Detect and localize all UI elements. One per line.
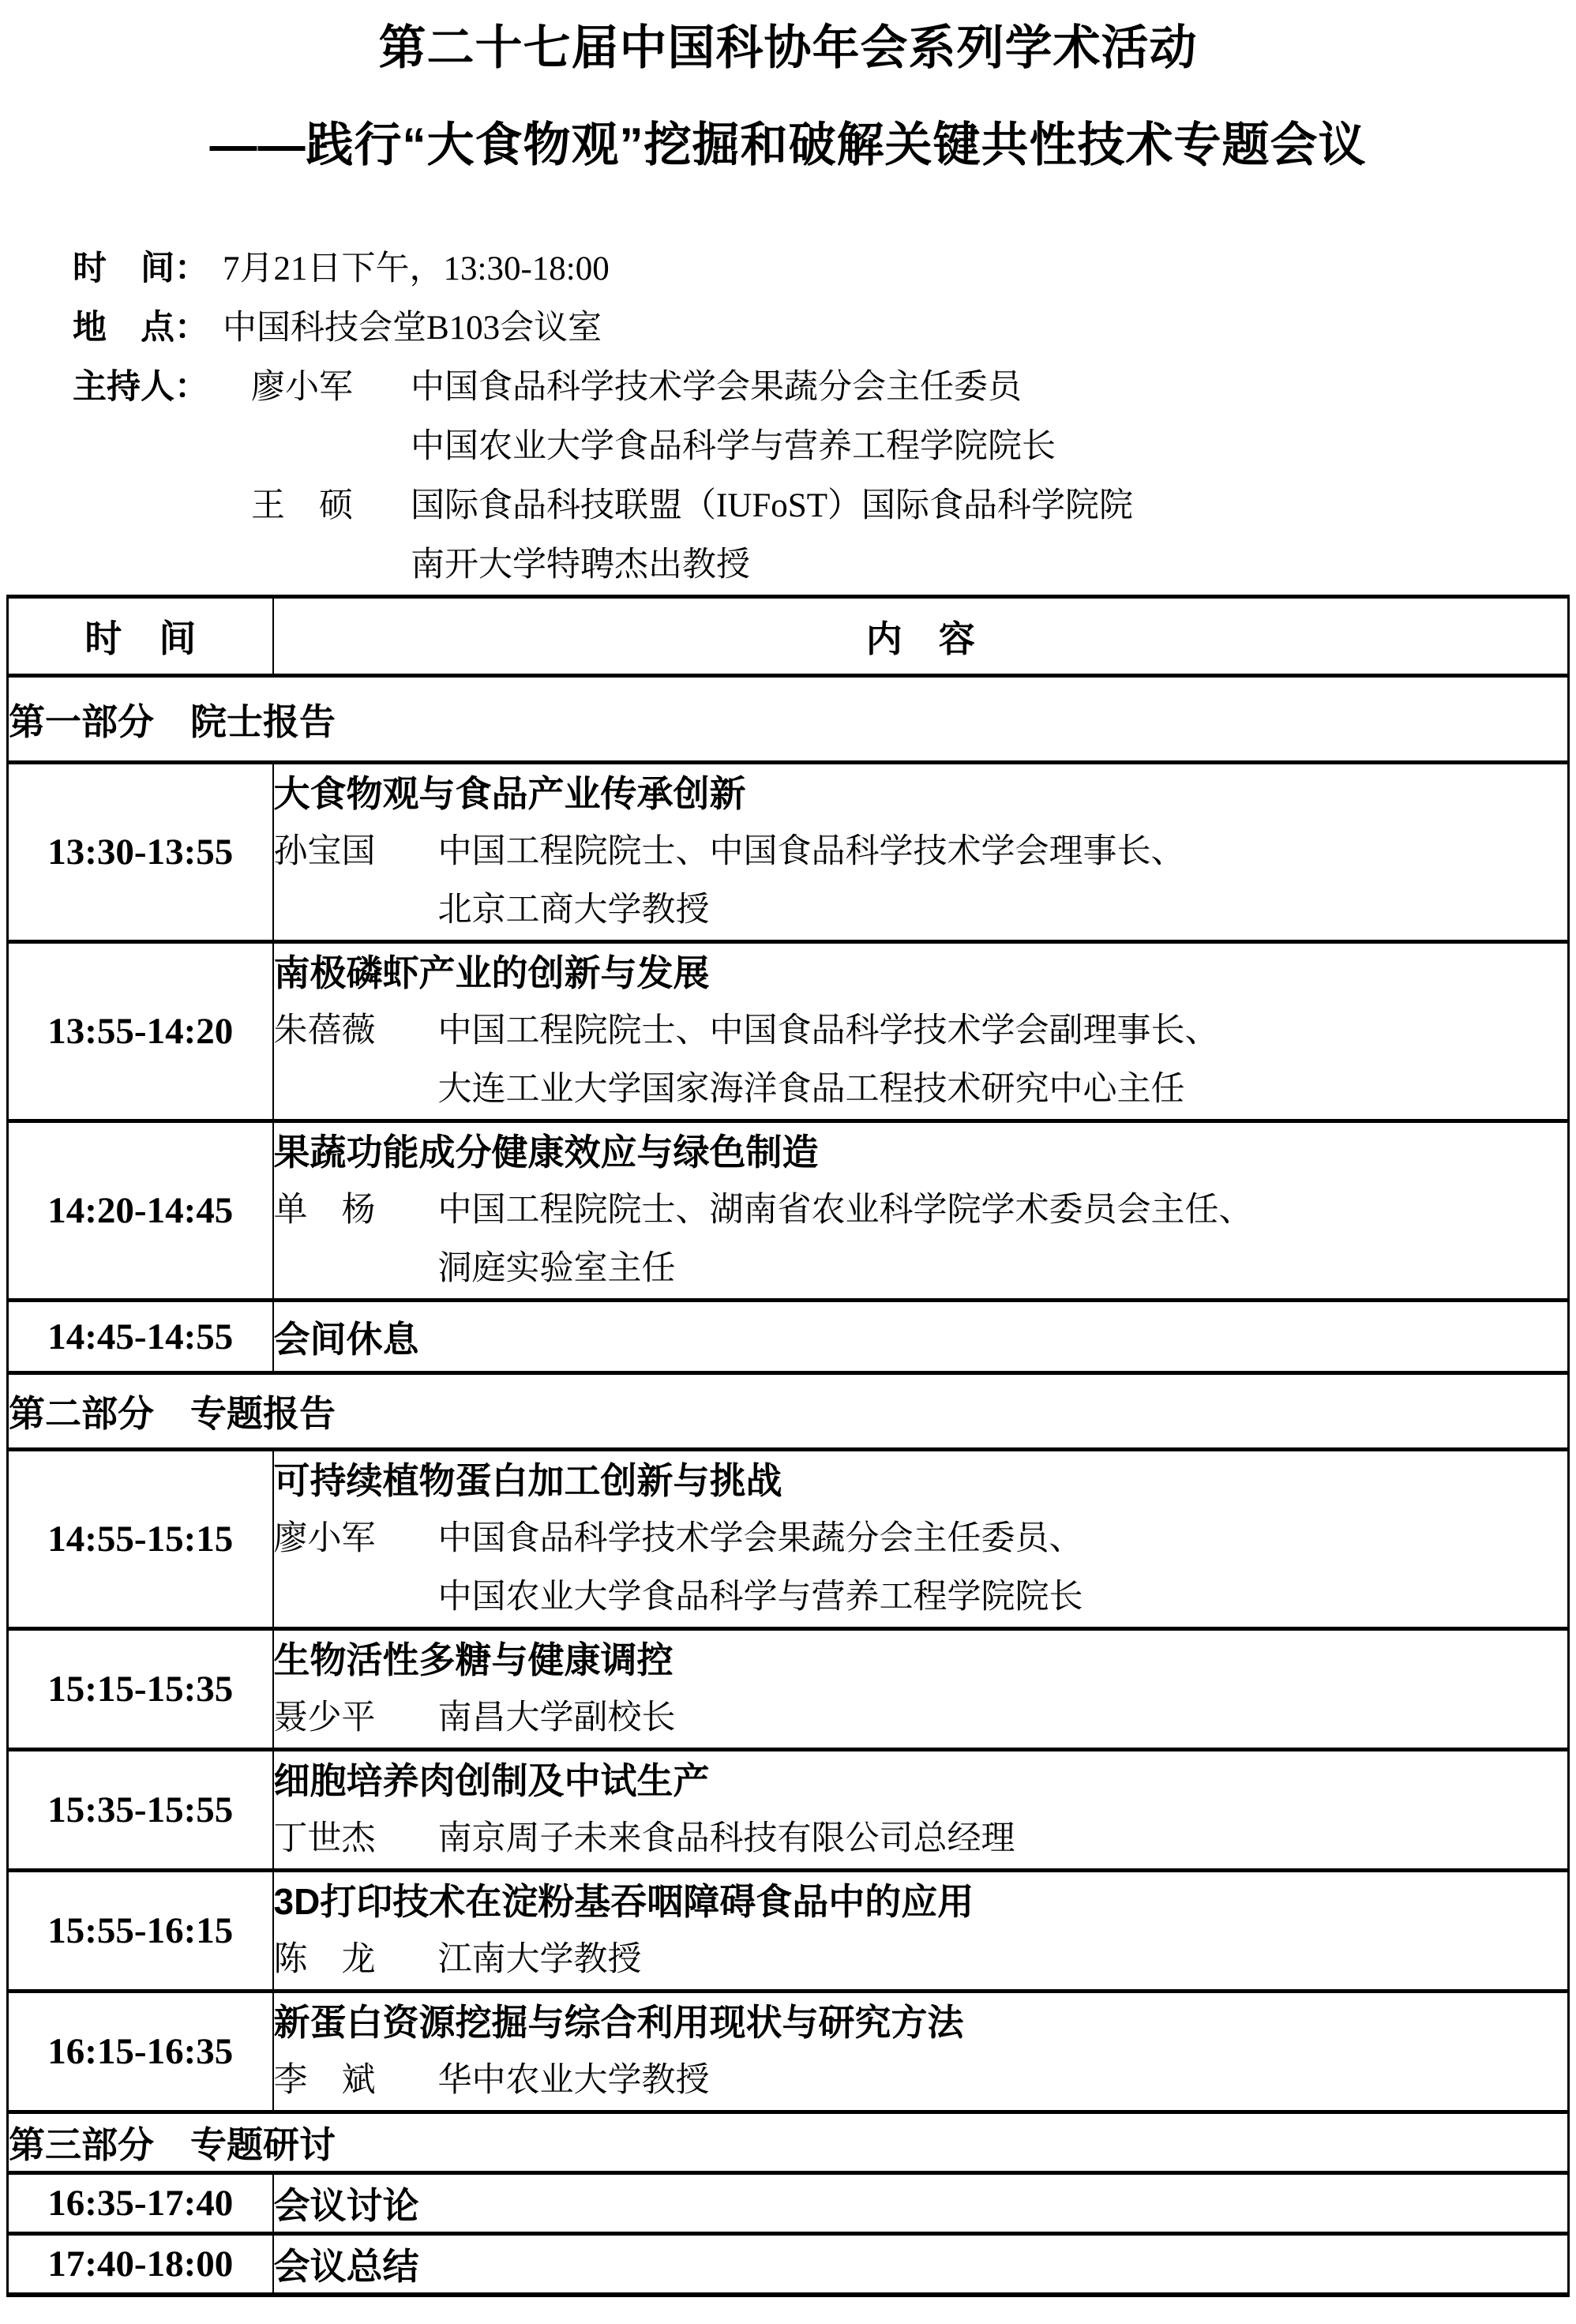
speaker-affiliation: 中国食品科学技术学会果蔬分会主任委员、 [437, 1520, 1083, 1557]
speaker-name: 聂少平 [273, 1699, 376, 1736]
agenda-header-row [8, 597, 1569, 676]
speaker-affiliation: 南昌大学副校长 [437, 1699, 676, 1736]
time-cell: 15:35-15:55 [8, 1750, 273, 1871]
host-titles [411, 358, 1056, 476]
speaker-line [274, 1510, 1568, 1568]
talk-row [8, 1121, 1569, 1301]
content-cell [273, 1301, 1569, 1373]
time-cell: 13:30-13:55 [8, 763, 273, 942]
affiliation-continuation: 中国农业大学食品科学与营养工程学院院长 [437, 1579, 1083, 1616]
page-subtitle: ——践行“大食物观”挖掘和破解关键共性技术专题会议 [209, 118, 1367, 171]
time-cell: 15:55-16:15 [8, 1871, 273, 1992]
section-row [8, 2112, 1569, 2173]
place-label: 地 点： [73, 310, 208, 347]
affiliation-continuation: 北京工商大学教授 [437, 892, 710, 929]
talk-row [8, 942, 1569, 1121]
meeting-time-row [73, 239, 1544, 298]
meeting-hosts-row [73, 358, 1544, 595]
content-cell [273, 2173, 1569, 2234]
host-entry [251, 358, 1133, 476]
affiliation-continuation: 大连工业大学国家海洋食品工程技术研究中心主任 [437, 1071, 1185, 1108]
page-title: 第二十七届中国科协年会系列学术活动 [378, 21, 1198, 74]
summary-label: 会议总结 [273, 2245, 419, 2287]
host-label: 主持人： [73, 369, 208, 406]
speaker-name: 丁世杰 [273, 1820, 376, 1857]
content-cell [273, 942, 1569, 1121]
talk-title: 果蔬功能成分健康效应与绿色制造 [273, 1132, 819, 1173]
place-value: 中国科技会堂B103会议室 [223, 310, 602, 347]
talk-title: 细胞培养肉创制及中试生产 [273, 1760, 710, 1801]
section-label: 第三部分 专题研讨 [8, 2112, 1569, 2173]
time-cell: 15:15-15:35 [8, 1629, 273, 1750]
speaker-line [274, 1689, 1568, 1748]
speaker-affiliation: 南京周子未来食品科技有限公司总经理 [437, 1820, 1015, 1857]
time-cell: 14:20-14:45 [8, 1121, 273, 1301]
time-value: 7月21日下午，13:30-18:00 [223, 250, 610, 287]
speaker-affiliation: 中国工程院院士、中国食品科学技术学会理事长、 [437, 833, 1185, 870]
meeting-place-row [73, 298, 1544, 358]
talk-title: 新蛋白资源挖掘与综合利用现状与研究方法 [273, 2002, 964, 2043]
talk-row [8, 1871, 1569, 1992]
host-titles [411, 476, 1133, 595]
talk-row [8, 1992, 1569, 2112]
talk-row [8, 763, 1569, 942]
host-list [251, 358, 1133, 595]
host-title-line: 南开大学特聘杰出教授 [411, 546, 750, 584]
time-cell: 16:15-16:35 [8, 1992, 273, 2112]
talk-title: 大食物观与食品产业传承创新 [273, 773, 746, 814]
time-label: 时 间： [73, 250, 208, 287]
speaker-name: 孙宝国 [273, 833, 376, 870]
talk-row [8, 1450, 1569, 1629]
speaker-line [274, 1931, 1568, 1989]
content-cell [273, 1121, 1569, 1301]
content-cell [273, 1750, 1569, 1871]
speaker-affiliation: 中国工程院院士、湖南省农业科学院学术委员会主任、 [437, 1192, 1253, 1229]
discussion-label: 会议讨论 [273, 2185, 419, 2226]
break-label: 会间休息 [273, 1318, 419, 1360]
host-title-line: 中国食品科学技术学会果蔬分会主任委员 [411, 369, 1022, 406]
section-label: 第一部分 院士报告 [8, 676, 1569, 763]
speaker-name: 陈 龙 [273, 1941, 376, 1978]
host-title-line: 中国农业大学食品科学与营养工程学院院长 [411, 428, 1056, 465]
speaker-name: 李 斌 [273, 2062, 376, 2099]
discussion-row [8, 2173, 1569, 2234]
content-cell [273, 2234, 1569, 2295]
header-content-cell: 内 容 [273, 597, 1569, 676]
talk-title: 可持续植物蛋白加工创新与挑战 [273, 1460, 782, 1501]
talk-row [8, 1750, 1569, 1871]
talk-title: 3D打印技术在淀粉基吞咽障碍食品中的应用 [273, 1881, 974, 1922]
meeting-info [73, 239, 1544, 595]
time-cell: 16:35-17:40 [8, 2173, 273, 2234]
summary-row [8, 2234, 1569, 2295]
affiliation-continuation: 洞庭实验室主任 [437, 1250, 676, 1287]
content-cell [273, 1871, 1569, 1992]
speaker-name: 朱蓓薇 [273, 1012, 376, 1049]
section-label: 第二部分 专题报告 [8, 1373, 1569, 1450]
talk-row [8, 1629, 1569, 1750]
speaker-line [274, 1810, 1568, 1868]
host-name: 廖小军 [251, 369, 353, 406]
speaker-line [274, 823, 1568, 881]
time-cell: 13:55-14:20 [8, 942, 273, 1121]
talk-title: 生物活性多糖与健康调控 [273, 1639, 674, 1680]
speaker-affiliation: 中国工程院院士、中国食品科学技术学会副理事长、 [437, 1012, 1219, 1049]
section-row [8, 676, 1569, 763]
content-cell [273, 1450, 1569, 1629]
host-entry [251, 476, 1133, 595]
speaker-line [274, 1002, 1568, 1061]
content-cell [273, 1629, 1569, 1750]
time-cell: 14:45-14:55 [8, 1301, 273, 1373]
time-cell: 17:40-18:00 [8, 2234, 273, 2295]
speaker-name: 单 杨 [273, 1192, 376, 1229]
section-row [8, 1373, 1569, 1450]
speaker-line [274, 1181, 1568, 1240]
speaker-affiliation: 江南大学教授 [437, 1941, 642, 1978]
header-time-cell: 时 间 [8, 597, 273, 676]
host-name: 王 硕 [251, 487, 353, 524]
speaker-line [274, 2052, 1568, 2110]
agenda-table [6, 595, 1570, 2297]
talk-title: 南极磷虾产业的创新与发展 [273, 952, 710, 993]
time-cell: 14:55-15:15 [8, 1450, 273, 1629]
host-title-line: 国际食品科技联盟（IUFoST）国际食品科学院院 [411, 487, 1133, 524]
speaker-affiliation: 华中农业大学教授 [437, 2062, 710, 2099]
speaker-name: 廖小军 [273, 1520, 376, 1557]
content-cell [273, 763, 1569, 942]
content-cell [273, 1992, 1569, 2112]
break-row [8, 1301, 1569, 1373]
